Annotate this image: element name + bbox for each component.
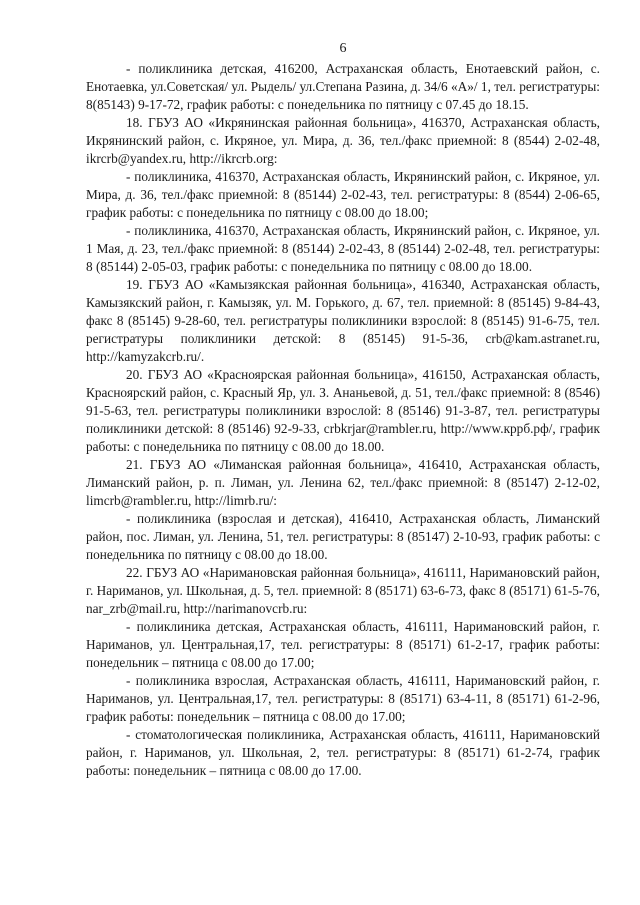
paragraph-narimanov-children-clinic: - поликлиника детская, Астраханская область, 416111, Наримановский район, г. Нариманов, ул. Центральная,17, тел. регистратуры: 8 (85171) 61-2-17, график работы: понедельник – пятница с 08.00 до 17.00; <box>86 619 600 670</box>
paragraph-ikryaninsk-clinic-2: - поликлиника, 416370, Астраханская область, Икрянинский район, с. Икряное, ул. 1 Мая, д. 23, тел./факс приемной: 8 (85144) 2-02-43, 8 (85144) 2-02-48, тел. регистратуры: 8 (85144) 2-05-03, график работы: с понедельника по пятницу с 08.00 до 18.00. <box>86 223 600 274</box>
paragraph-liman-clinic: - поликлиника (взрослая и детская), 416410, Астраханская область, Лиманский район, пос. Лиман, ул. Ленина, 51, тел. регистратуры: 8 (85147) 2-10-93, график работы: с понедельника по пятницу с 08.00 до 18.00. <box>86 511 600 562</box>
paragraph-kamyzyak-hospital: 19. ГБУЗ АО «Камызякская районная больница», 416340, Астраханская область, Камызякский район, г. Камызяк, ул. М. Горького, д. 67, тел. приемной: 8 (85145) 9-84-43, факс 8 (85145) 9-28-60, тел. регистратуры поликлиники взрослой: 8 (85145) 91-6-75, тел. регистратуры поликлиники детской: 8 (85145) 91-5-36, crb@kam.astranet.ru, http://kamyzakcrb.ru/. <box>86 277 600 364</box>
paragraph-ikryaninsk-hospital: 18. ГБУЗ АО «Икрянинская районная больница», 416370, Астраханская область, Икрянинский район, с. Икряное, ул. Мира, д. 36, тел./факс приемной: 8 (8544) 2-02-48, ikrcrb@yandex.ru, http://ikrcrb.org: <box>86 115 600 166</box>
paragraph-narimanov-adult-clinic: - поликлиника взрослая, Астраханская область, 416111, Наримановский район, г. Нариманов, ул. Центральная,17, тел. регистратуры: 8 (85171) 63-4-11, 8 (85171) 61-2-96, график работы: понедельник – пятница с 08.00 до 17.00; <box>86 673 600 724</box>
page-number: 6 <box>339 41 347 56</box>
paragraph-krasnoyarsk-hospital: 20. ГБУЗ АО «Красноярская районная больница», 416150, Астраханская область, Красноярский район, с. Красный Яр, ул. З. Ананьевой, д. 51, тел./факс приемной: 8 (8546) 91-5-63, тел. регистратуры поликлиники взрослой: 8 (85146) 91-3-87, тел. регистратуры поликлиники детской: 8 (85146) 92-9-33, crbkrjar@rambler.ru, http://www.кррб.рф/, график работы: с понедельника по пятницу с 08.00 до 18.00. <box>86 367 600 454</box>
paragraph-ikryaninsk-clinic-1: - поликлиника, 416370, Астраханская область, Икрянинский район, с. Икряное, ул. Мира, д. 36, тел./факс приемной: 8 (85144) 2-02-43, тел. регистратуры: 8 (8544) 2-06-65, график работы: с понедельника по пятницу с 08.00 до 18.00; <box>86 169 600 220</box>
paragraph-liman-hospital: 21. ГБУЗ АО «Лиманская районная больница», 416410, Астраханская область, Лиманский район, р. п. Лиман, ул. Ленина 62, тел./факс приемной: 8 (85147) 2-12-02, limcrb@rambler.ru, http://limrb.ru/: <box>86 457 600 508</box>
document-page <box>86 40 600 780</box>
paragraph-enotaevsk-children-clinic: - поликлиника детская, 416200, Астраханская область, Енотаевский район, с. Енотаевка, ул.Советская/ ул. Рыдель/ ул.Степана Разина, д. 34/6 «А»/ 1, тел. регистратуры: 8(85143) 9-17-72, график работы: с понедельника по пятницу с 07.45 до 18.15. <box>86 61 600 112</box>
paragraph-narimanov-hospital: 22. ГБУЗ АО «Наримановская районная больница», 416111, Наримановский район, г. Нариманов, ул. Школьная, д. 5, тел. приемной: 8 (85171) 63-6-73, факс 8 (85171) 61-5-76, nar_zrb@mail.ru, http://narimanovcrb.ru: <box>86 565 600 616</box>
paragraph-narimanov-dental-clinic: - стоматологическая поликлиника, Астраханская область, 416111, Наримановский район, г. Нариманов, ул. Школьная, 2, тел. регистратуры: 8 (85171) 61-2-74, график работы: понедельник – пятница с 08.00 до 17.00. <box>86 727 600 778</box>
